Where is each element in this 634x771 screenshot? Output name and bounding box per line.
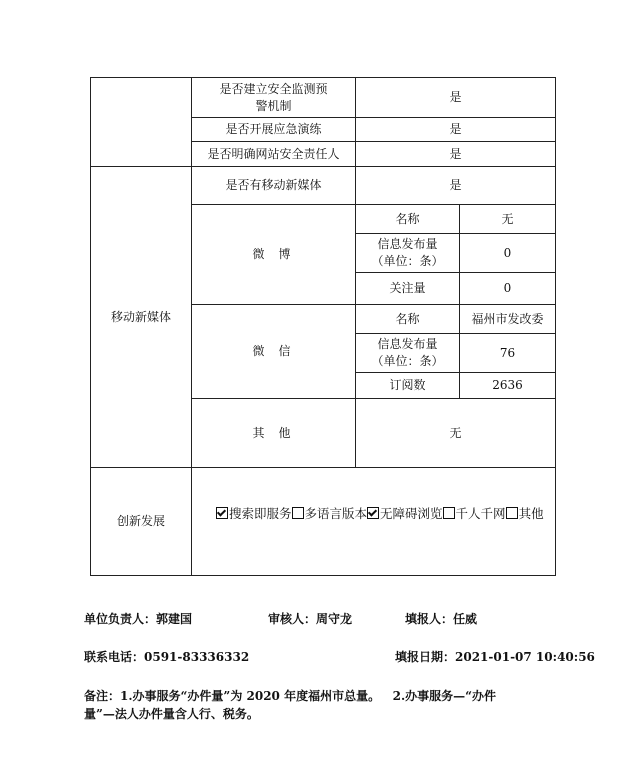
mobile-media-section-label: 移动新媒体	[110, 309, 171, 324]
security-warning-label: 是否建立安全监测预警机制	[219, 81, 328, 113]
weibo-name-value: 无	[501, 211, 514, 226]
security-drill-value: 是	[449, 122, 462, 136]
fill-date: 填报日期：2021-01-07 10:40:56	[395, 650, 595, 664]
innovation-options	[192, 468, 555, 558]
other-media-value: 无	[449, 425, 462, 440]
checkbox-search-service[interactable]	[216, 507, 228, 519]
mobile-media-has-label: 是否有移动新媒体	[225, 178, 322, 192]
note-line-2: 量”—法人办件量含人行、税务。	[84, 707, 259, 721]
filler: 填报人：任威	[405, 612, 478, 626]
innovation-section-label: 创新发展	[116, 514, 165, 528]
security-responsible-label: 是否明确网站安全责任人	[207, 146, 340, 161]
note-line-1: 备注：1.办事服务“办件量”为 2020 年度福州市总量。 2.办事服务—“办件	[84, 689, 497, 703]
mobile-media-has-value: 是	[449, 178, 462, 192]
contact-phone: 联系电话：0591-83336332	[84, 650, 250, 664]
option-accessibility: 无障碍浏览	[380, 505, 443, 521]
wechat-posts-label: 信息发布量（单位：条）	[371, 337, 444, 368]
reviewer: 审核人：周守龙	[268, 612, 353, 626]
other-media-label: 其他	[252, 425, 305, 440]
weibo-follow-label: 关注量	[389, 281, 426, 295]
weibo-label: 微博	[252, 247, 305, 261]
weibo-posts-label: 信息发布量（单位：条）	[371, 237, 444, 268]
unit-head: 单位负责人：郭建国	[84, 612, 193, 626]
wechat-name-label: 名称	[395, 311, 420, 326]
security-drill-label: 是否开展应急演练	[225, 122, 322, 136]
option-multilingual: 多语言版本	[304, 505, 368, 521]
weibo-follow-value: 0	[503, 281, 512, 295]
checkbox-personalized[interactable]	[443, 507, 455, 519]
checkbox-other[interactable]	[506, 507, 518, 519]
weibo-posts-value: 0	[503, 245, 512, 260]
wechat-name-value: 福州市发改委	[471, 311, 544, 326]
checkbox-accessibility[interactable]	[367, 507, 379, 519]
weibo-name-label: 名称	[395, 211, 420, 226]
security-responsible-value: 是	[449, 146, 462, 161]
wechat-posts-value: 76	[499, 345, 516, 360]
option-search-service: 搜索即服务	[229, 505, 292, 521]
security-warning-value: 是	[449, 90, 462, 104]
option-personalized: 千人千网	[455, 505, 506, 521]
checkbox-multilingual[interactable]	[292, 507, 304, 519]
wechat-label: 微信	[252, 344, 305, 358]
option-other: 其他	[518, 505, 544, 521]
wechat-subs-value: 2636	[492, 378, 523, 392]
wechat-subs-label: 订阅数	[389, 378, 426, 392]
